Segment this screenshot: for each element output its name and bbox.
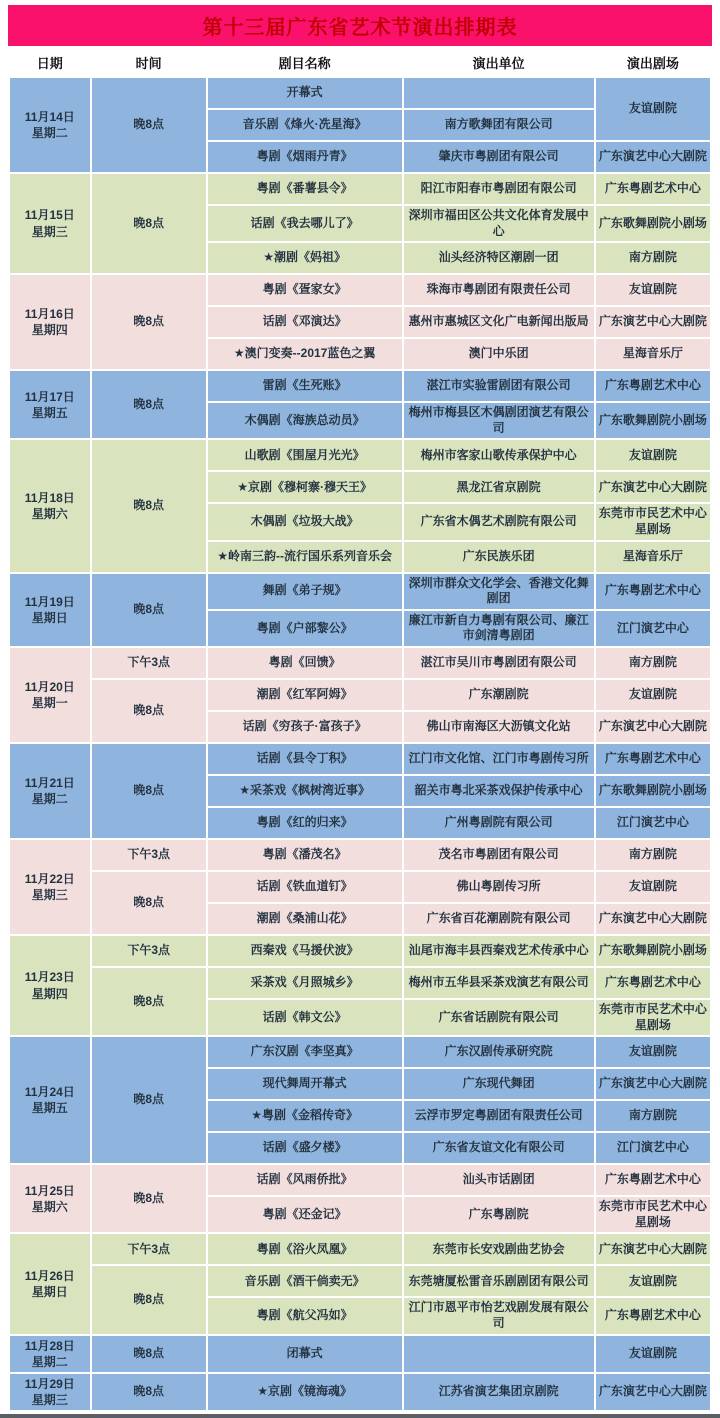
schedule-row bbox=[10, 574, 710, 609]
venue-cell: 星海音乐厅 bbox=[596, 339, 710, 369]
program-cell: 西秦戏《马援伏波》 bbox=[208, 936, 402, 966]
weekday-text: 星期三 bbox=[31, 224, 68, 239]
unit-cell: 湛江市实验雷剧团有限公司 bbox=[404, 371, 594, 401]
unit-cell: 广东省百花潮剧院有限公司 bbox=[404, 904, 594, 934]
weekday-text: 星期三 bbox=[31, 887, 68, 902]
program-cell: 话剧《我去哪儿了》 bbox=[208, 206, 402, 241]
schedule-row bbox=[10, 1374, 710, 1410]
unit-cell: 云浮市罗定粤剧团有限责任公司 bbox=[404, 1101, 594, 1131]
venue-cell: 友谊剧院 bbox=[596, 1336, 710, 1372]
time-cell: 晚8点 bbox=[92, 1336, 206, 1372]
unit-cell: 广东汉剧传承研究院 bbox=[404, 1037, 594, 1067]
date-cell bbox=[10, 1165, 90, 1232]
venue-cell: 东莞市市民艺术中心星剧场 bbox=[596, 504, 710, 539]
schedule-row bbox=[10, 440, 710, 470]
unit-cell: 佛山市南海区大沥镇文化站 bbox=[404, 712, 594, 742]
program-cell: ★澳门变奏--2017蓝色之翼 bbox=[208, 339, 402, 369]
venue-cell: 江门演艺中心 bbox=[596, 808, 710, 838]
program-cell: ★京剧《镜海魂》 bbox=[208, 1374, 402, 1410]
date-text: 11月25日 bbox=[24, 1183, 75, 1198]
unit-cell: 深圳市群众文化学会、香港文化舞剧团 bbox=[404, 574, 594, 609]
venue-cell: 广东粤剧艺术中心 bbox=[596, 174, 710, 204]
program-cell: 话剧《邓演达》 bbox=[208, 307, 402, 337]
program-cell: 粤剧《番薯县令》 bbox=[208, 174, 402, 204]
bottom-edge bbox=[0, 1414, 720, 1418]
weekday-text: 星期二 bbox=[31, 791, 68, 806]
program-cell: 山歌剧《围屋月光光》 bbox=[208, 440, 402, 470]
venue-cell: 星海音乐厅 bbox=[596, 542, 710, 572]
unit-cell bbox=[404, 78, 594, 108]
unit-cell: 广东省木偶艺术剧院有限公司 bbox=[404, 504, 594, 539]
venue-cell: 友谊剧院 bbox=[596, 1266, 710, 1296]
program-cell: 闭幕式 bbox=[208, 1336, 402, 1372]
program-cell: ★采茶戏《枫树湾近事》 bbox=[208, 776, 402, 806]
date-cell bbox=[10, 744, 90, 838]
schedule-row bbox=[10, 78, 710, 108]
time-cell: 下午3点 bbox=[92, 936, 206, 966]
venue-cell: 广东演艺中心大剧院 bbox=[596, 142, 710, 172]
time-cell: 晚8点 bbox=[92, 1266, 206, 1333]
date-cell bbox=[10, 936, 90, 1035]
venue-cell: 友谊剧院 bbox=[596, 440, 710, 470]
schedule-row bbox=[10, 840, 710, 870]
unit-cell: 深圳市福田区公共文化体育发展中心 bbox=[404, 206, 594, 241]
program-cell: 木偶剧《海族总动员》 bbox=[208, 403, 402, 438]
column-header-unit: 演出单位 bbox=[404, 51, 594, 76]
time-cell: 晚8点 bbox=[92, 574, 206, 646]
program-cell: 粤剧《潘茂名》 bbox=[208, 840, 402, 870]
program-cell: 音乐剧《烽火·冼星海》 bbox=[208, 110, 402, 140]
venue-cell: 友谊剧院 bbox=[596, 872, 710, 902]
program-cell: 潮剧《桑浦山花》 bbox=[208, 904, 402, 934]
date-cell bbox=[10, 1336, 90, 1372]
program-cell: 采茶戏《月照城乡》 bbox=[208, 968, 402, 998]
venue-cell: 东莞市市民艺术中心星剧场 bbox=[596, 1197, 710, 1232]
date-text: 11月18日 bbox=[24, 490, 75, 505]
venue-cell: 江门演艺中心 bbox=[596, 611, 710, 646]
date-text: 11月23日 bbox=[24, 970, 75, 985]
program-cell: 木偶剧《垃圾大战》 bbox=[208, 504, 402, 539]
schedule-row bbox=[10, 275, 710, 305]
column-header-date: 日期 bbox=[10, 51, 90, 76]
time-cell: 晚8点 bbox=[92, 440, 206, 571]
program-cell: 潮剧《红军阿姆》 bbox=[208, 680, 402, 710]
schedule-page bbox=[0, 5, 720, 1418]
unit-cell: 梅州市五华县采茶戏演艺有限公司 bbox=[404, 968, 594, 998]
program-cell: 开幕式 bbox=[208, 78, 402, 108]
program-cell: 广东汉剧《李坚真》 bbox=[208, 1037, 402, 1067]
unit-cell: 江门市文化馆、江门市粤剧传习所 bbox=[404, 744, 594, 774]
time-cell: 下午3点 bbox=[92, 840, 206, 870]
date-cell bbox=[10, 275, 90, 369]
unit-cell: 肇庆市粤剧团有限公司 bbox=[404, 142, 594, 172]
weekday-text: 星期日 bbox=[31, 1284, 68, 1299]
venue-cell: 广东演艺中心大剧院 bbox=[596, 904, 710, 934]
venue-cell: 广东演艺中心大剧院 bbox=[596, 1069, 710, 1099]
program-cell: ★岭南三韵--流行国乐系列音乐会 bbox=[208, 542, 402, 572]
time-cell: 下午3点 bbox=[92, 1234, 206, 1264]
schedule-row bbox=[10, 968, 710, 998]
date-text: 11月14日 bbox=[24, 109, 75, 124]
schedule-row bbox=[10, 1336, 710, 1372]
date-cell bbox=[10, 648, 90, 742]
unit-cell: 广州粤剧院有限公司 bbox=[404, 808, 594, 838]
unit-cell: 东莞塘厦松雷音乐剧剧团有限公司 bbox=[404, 1266, 594, 1296]
schedule-row bbox=[10, 936, 710, 966]
unit-cell: 汕头市话剧团 bbox=[404, 1165, 594, 1195]
venue-cell: 广东粤剧艺术中心 bbox=[596, 1298, 710, 1333]
date-cell bbox=[10, 1234, 90, 1333]
date-cell bbox=[10, 1374, 90, 1410]
weekday-text: 星期五 bbox=[31, 1101, 68, 1116]
schedule-row bbox=[10, 744, 710, 774]
unit-cell: 澳门中乐团 bbox=[404, 339, 594, 369]
date-text: 11月29日 bbox=[24, 1376, 75, 1391]
time-cell: 晚8点 bbox=[92, 1374, 206, 1410]
title-bar bbox=[8, 5, 712, 46]
unit-cell: 广东潮剧院 bbox=[404, 680, 594, 710]
unit-cell: 湛江市吴川市粤剧团有限公司 bbox=[404, 648, 594, 678]
venue-cell: 广东粤剧艺术中心 bbox=[596, 1165, 710, 1195]
header-row bbox=[10, 51, 710, 76]
unit-cell: 广东现代舞团 bbox=[404, 1069, 594, 1099]
venue-cell: 江门演艺中心 bbox=[596, 1133, 710, 1163]
program-cell: 话剧《韩文公》 bbox=[208, 1000, 402, 1035]
program-cell: 粤剧《红的归来》 bbox=[208, 808, 402, 838]
schedule-row bbox=[10, 1165, 710, 1195]
program-cell: 话剧《盛夕楼》 bbox=[208, 1133, 402, 1163]
unit-cell: 广东民族乐团 bbox=[404, 542, 594, 572]
program-cell: ★粤剧《金稻传奇》 bbox=[208, 1101, 402, 1131]
unit-cell: 汕尾市海丰县西秦戏艺术传承中心 bbox=[404, 936, 594, 966]
venue-cell: 友谊剧院 bbox=[596, 1037, 710, 1067]
time-cell: 晚8点 bbox=[92, 371, 206, 438]
program-cell: 粤剧《浴火凤凰》 bbox=[208, 1234, 402, 1264]
weekday-text: 星期六 bbox=[31, 1199, 68, 1214]
date-text: 11月19日 bbox=[24, 594, 75, 609]
unit-cell: 惠州市惠城区文化广电新闻出版局 bbox=[404, 307, 594, 337]
program-cell: 粤剧《烟雨丹青》 bbox=[208, 142, 402, 172]
time-cell: 晚8点 bbox=[92, 174, 206, 273]
venue-cell: 友谊剧院 bbox=[596, 275, 710, 305]
column-header-time: 时间 bbox=[92, 51, 206, 76]
date-cell bbox=[10, 78, 90, 172]
schedule-row bbox=[10, 371, 710, 401]
program-cell: 舞剧《弟子规》 bbox=[208, 574, 402, 609]
date-cell bbox=[10, 1037, 90, 1163]
time-cell: 晚8点 bbox=[92, 968, 206, 1035]
unit-cell: 梅州市客家山歌传承保护中心 bbox=[404, 440, 594, 470]
unit-cell: 黑龙江省京剧院 bbox=[404, 472, 594, 502]
venue-cell: 广东歌舞剧院小剧场 bbox=[596, 776, 710, 806]
weekday-text: 星期四 bbox=[31, 986, 68, 1001]
date-text: 11月26日 bbox=[24, 1268, 75, 1283]
program-cell: 现代舞周开幕式 bbox=[208, 1069, 402, 1099]
venue-cell: 广东演艺中心大剧院 bbox=[596, 1374, 710, 1410]
date-cell bbox=[10, 440, 90, 571]
date-text: 11月21日 bbox=[24, 775, 75, 790]
weekday-text: 星期四 bbox=[31, 323, 68, 338]
program-cell: 音乐剧《酒干倘卖无》 bbox=[208, 1266, 402, 1296]
venue-cell: 广东粤剧艺术中心 bbox=[596, 574, 710, 609]
date-cell bbox=[10, 574, 90, 646]
weekday-text: 星期二 bbox=[31, 126, 68, 140]
venue-cell: 广东演艺中心大剧院 bbox=[596, 1234, 710, 1264]
date-text: 11月20日 bbox=[24, 679, 75, 694]
unit-cell: 茂名市粤剧团有限公司 bbox=[404, 840, 594, 870]
schedule-row bbox=[10, 174, 710, 204]
unit-cell: 广东省话剧院有限公司 bbox=[404, 1000, 594, 1035]
program-cell: 话剧《铁血道钉》 bbox=[208, 872, 402, 902]
date-text: 11月28日 bbox=[24, 1338, 75, 1353]
program-cell: 雷剧《生死账》 bbox=[208, 371, 402, 401]
venue-cell: 广东粤剧艺术中心 bbox=[596, 968, 710, 998]
venue-cell: 广东歌舞剧院小剧场 bbox=[596, 206, 710, 241]
schedule-row bbox=[10, 1037, 710, 1067]
program-cell: ★潮剧《妈祖》 bbox=[208, 243, 402, 273]
program-cell: ★京剧《穆柯寨·穆天王》 bbox=[208, 472, 402, 502]
venue-cell: 广东演艺中心大剧院 bbox=[596, 472, 710, 502]
unit-cell: 东莞市长安戏剧曲艺协会 bbox=[404, 1234, 594, 1264]
schedule-row bbox=[10, 1234, 710, 1264]
unit-cell bbox=[404, 1336, 594, 1372]
venue-cell: 南方剧院 bbox=[596, 1101, 710, 1131]
schedule-row bbox=[10, 872, 710, 902]
program-cell: 粤剧《疍家女》 bbox=[208, 275, 402, 305]
date-cell bbox=[10, 840, 90, 934]
program-cell: 粤剧《户部黎公》 bbox=[208, 611, 402, 646]
time-cell: 晚8点 bbox=[92, 1165, 206, 1232]
program-cell: 粤剧《回馈》 bbox=[208, 648, 402, 678]
time-cell: 晚8点 bbox=[92, 78, 206, 172]
unit-cell: 江苏省演艺集团京剧院 bbox=[404, 1374, 594, 1410]
date-text: 11月24日 bbox=[24, 1084, 75, 1099]
time-cell: 下午3点 bbox=[92, 648, 206, 678]
weekday-text: 星期三 bbox=[31, 1393, 68, 1408]
program-cell: 粤剧《还金记》 bbox=[208, 1197, 402, 1232]
unit-cell: 佛山粤剧传习所 bbox=[404, 872, 594, 902]
unit-cell: 阳江市阳春市粤剧团有限公司 bbox=[404, 174, 594, 204]
weekday-text: 星期一 bbox=[31, 695, 68, 710]
column-header-program: 剧目名称 bbox=[208, 51, 402, 76]
venue-cell: 东莞市市民艺术中心星剧场 bbox=[596, 1000, 710, 1035]
page-title: 第十三届广东省艺术节演出排期表 bbox=[202, 17, 518, 39]
venue-cell: 广东歌舞剧院小剧场 bbox=[596, 403, 710, 438]
weekday-text: 星期日 bbox=[31, 610, 68, 625]
schedule-table bbox=[8, 49, 712, 1412]
weekday-text: 星期二 bbox=[31, 1354, 68, 1369]
column-header-venue: 演出剧场 bbox=[596, 51, 710, 76]
unit-cell: 广东粤剧院 bbox=[404, 1197, 594, 1232]
program-cell: 话剧《穷孩子·富孩子》 bbox=[208, 712, 402, 742]
date-cell bbox=[10, 371, 90, 438]
unit-cell: 梅州市梅县区木偶剧团演艺有限公司 bbox=[404, 403, 594, 438]
venue-cell: 南方剧院 bbox=[596, 840, 710, 870]
date-text: 11月17日 bbox=[24, 389, 75, 404]
venue-cell: 广东歌舞剧院小剧场 bbox=[596, 936, 710, 966]
program-cell: 话剧《风雨侨批》 bbox=[208, 1165, 402, 1195]
schedule-row bbox=[10, 1266, 710, 1296]
venue-cell: 友谊剧院 bbox=[596, 78, 710, 140]
venue-cell: 广东演艺中心大剧院 bbox=[596, 307, 710, 337]
schedule-row bbox=[10, 648, 710, 678]
schedule-body bbox=[10, 78, 710, 1410]
weekday-text: 星期五 bbox=[31, 405, 68, 420]
table-header bbox=[10, 51, 710, 76]
unit-cell: 广东省友谊文化有限公司 bbox=[404, 1133, 594, 1163]
unit-cell: 南方歌舞团有限公司 bbox=[404, 110, 594, 140]
time-cell: 晚8点 bbox=[92, 1037, 206, 1163]
program-cell: 粤剧《航父冯如》 bbox=[208, 1298, 402, 1333]
venue-cell: 南方剧院 bbox=[596, 243, 710, 273]
venue-cell: 广东粤剧艺术中心 bbox=[596, 371, 710, 401]
venue-cell: 广东粤剧艺术中心 bbox=[596, 744, 710, 774]
weekday-text: 星期六 bbox=[31, 506, 68, 521]
unit-cell: 珠海市粤剧团有限责任公司 bbox=[404, 275, 594, 305]
schedule-row bbox=[10, 680, 710, 710]
time-cell: 晚8点 bbox=[92, 744, 206, 838]
date-cell bbox=[10, 174, 90, 273]
program-cell: 话剧《县令丁积》 bbox=[208, 744, 402, 774]
date-text: 11月16日 bbox=[24, 307, 75, 321]
unit-cell: 汕头经济特区潮剧一团 bbox=[404, 243, 594, 273]
time-cell: 晚8点 bbox=[92, 872, 206, 934]
unit-cell: 韶关市粤北采茶戏保护传承中心 bbox=[404, 776, 594, 806]
date-text: 11月15日 bbox=[24, 208, 75, 223]
venue-cell: 广东演艺中心大剧院 bbox=[596, 712, 710, 742]
date-text: 11月22日 bbox=[24, 871, 75, 886]
time-cell: 晚8点 bbox=[92, 275, 206, 369]
venue-cell: 友谊剧院 bbox=[596, 680, 710, 710]
unit-cell: 廉江市新自力粤剧有限公司、廉江市剑清粤剧团 bbox=[404, 611, 594, 646]
unit-cell: 江门市恩平市怡艺戏剧发展有限公司 bbox=[404, 1298, 594, 1333]
time-cell: 晚8点 bbox=[92, 680, 206, 742]
venue-cell: 南方剧院 bbox=[596, 648, 710, 678]
